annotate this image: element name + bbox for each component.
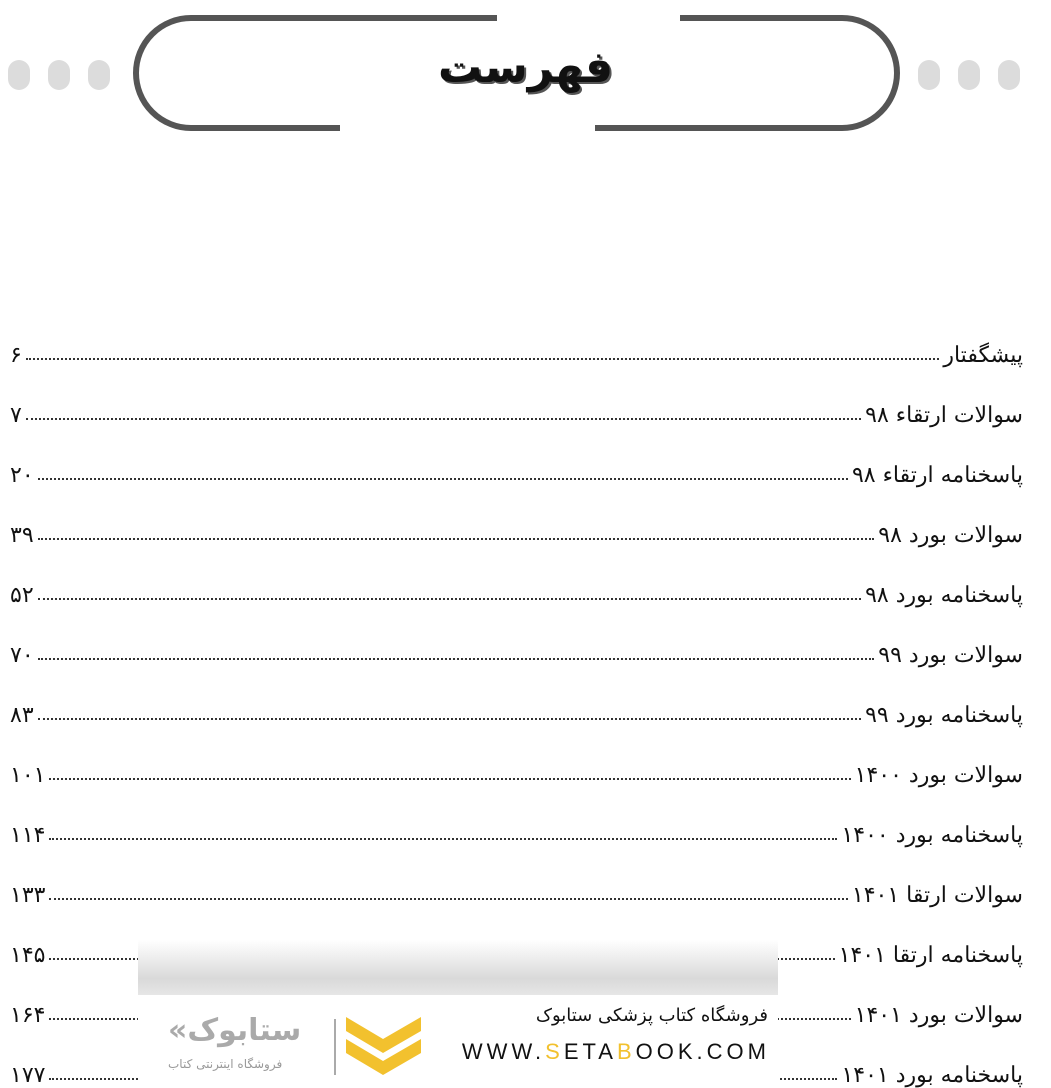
dot-leader: [26, 358, 940, 360]
brand-subtitle: فروشگاه اینترنتی کتاب: [168, 1057, 283, 1071]
toc-entry[interactable]: [10, 668, 1023, 728]
dot-leader: [26, 418, 861, 420]
toc-entry[interactable]: [10, 548, 1023, 608]
toc-entry[interactable]: [10, 788, 1023, 848]
toc-entry[interactable]: [10, 488, 1023, 548]
toc-entry-title: سوالات بورد ۹۸: [878, 523, 1023, 548]
toc-entry-page: ۱۶۴: [10, 1003, 46, 1028]
toc-entry-title: سوالات ارتقاء ۹۸: [865, 403, 1023, 428]
toc-entry-title: سوالات بورد ۹۹: [878, 643, 1023, 668]
frame-gap: [497, 12, 680, 22]
toc-entry-page: ۱۷۷: [10, 1063, 46, 1088]
watermark-shade: [138, 940, 778, 995]
url-part: OOK.COM: [635, 1039, 770, 1064]
toc-entry-page: ۱۰۱: [10, 763, 46, 788]
toc-entry-title: پاسخنامه بورد ۱۴۰۰: [841, 823, 1023, 848]
toc-entry-page: ۱۳۳: [10, 883, 46, 908]
toc-entry-title: پیشگفتار: [943, 343, 1023, 368]
shop-name: فروشگاه کتاب پزشکی ستابوک: [535, 1005, 768, 1026]
toc-entry[interactable]: [10, 848, 1023, 908]
toc-entry-title: پاسخنامه ارتقا ۱۴۰۱: [838, 943, 1023, 968]
dot-leader: [49, 838, 837, 840]
toc-entry-title: سوالات بورد ۱۴۰۱: [854, 1003, 1023, 1028]
toc-entry-page: ۵۲: [10, 583, 34, 608]
brand-logotype: «ستابوک: [168, 1013, 302, 1048]
site-url[interactable]: [462, 1039, 770, 1065]
toc-entry-title: سوالات ارتقا ۱۴۰۱: [851, 883, 1023, 908]
url-part: B: [616, 1039, 636, 1064]
frame-gap: [340, 123, 595, 133]
dot-leader: [49, 898, 847, 900]
page-title: فهرست: [437, 42, 614, 93]
toc-entry-title: سوالات بورد ۱۴۰۰: [854, 763, 1023, 788]
toc-entry-page: ۷۰: [10, 643, 34, 668]
toc-entry-title: پاسخنامه بورد ۹۹: [865, 703, 1023, 728]
toc-entry[interactable]: [10, 428, 1023, 488]
dot-leader: [38, 718, 861, 720]
toc-entry-page: ۱۴۵: [10, 943, 46, 968]
url-part: WWW.: [461, 1039, 546, 1064]
toc-entry-page: ۱۱۴: [10, 823, 46, 848]
toc-entry-title: پاسخنامه بورد ۱۴۰۱: [841, 1063, 1023, 1088]
dot-leader: [38, 598, 861, 600]
dot-leader: [38, 538, 875, 540]
toc-entry-page: ۶: [10, 343, 22, 368]
toc-entry-page: ۳۹: [10, 523, 34, 548]
divider: [334, 1019, 336, 1075]
toc-entry[interactable]: [10, 308, 1023, 368]
url-part: S: [545, 1039, 564, 1064]
toc-entry[interactable]: [10, 608, 1023, 668]
toc-entry-title: پاسخنامه ارتقاء ۹۸: [851, 463, 1023, 488]
dot-leader: [38, 478, 848, 480]
toc-entry-title: پاسخنامه بورد ۹۸: [865, 583, 1023, 608]
url-part: ETA: [563, 1039, 617, 1064]
toc-entry-page: ۷: [10, 403, 22, 428]
dot-leader: [49, 778, 850, 780]
chevron-logo-icon: [346, 1017, 421, 1075]
toc-entry[interactable]: [10, 368, 1023, 428]
watermark-banner: [138, 995, 778, 1080]
toc-entry-page: ۸۳: [10, 703, 34, 728]
toc-entry[interactable]: [10, 728, 1023, 788]
dot-leader: [38, 658, 875, 660]
toc-entry-page: ۲۰: [10, 463, 34, 488]
